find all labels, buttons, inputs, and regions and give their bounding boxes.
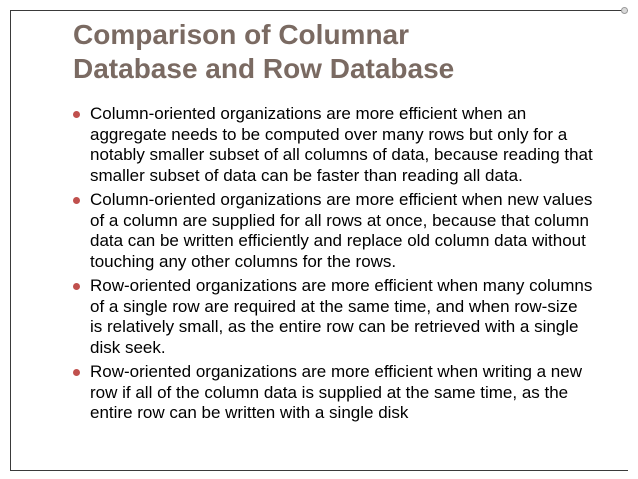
bullet-text: Column-oriented organizations are more efficient when new values of a column are supplied for all rows at once, because that column data can be written efficiently and replace old column data without touching any other columns for the rows.	[90, 190, 593, 271]
frame-left-line	[10, 10, 11, 471]
bullet-text: Row-oriented organizations are more efficient when many columns of a single row are required at the same time, and when row-size is relatively small, as the entire row can be retrieved with a single disk seek.	[90, 276, 593, 357]
frame-top-line	[10, 10, 628, 11]
bullet-item	[73, 190, 593, 272]
corner-dot-icon	[621, 7, 628, 14]
bullet-text: Row-oriented organizations are more efficient when writing a new row if all of the column data is supplied at the same time, as the entire row can be written with a single disk	[90, 362, 582, 422]
frame-bottom-line	[10, 470, 628, 471]
bullet-text: Column-oriented organizations are more efficient when an aggregate needs to be computed over many rows but only for a notably smaller subset of all columns of data, because reading that smaller subset of data can be faster than reading all data.	[90, 104, 593, 185]
bullet-dot-icon	[73, 197, 80, 204]
bullet-item	[73, 104, 593, 186]
bullet-item	[73, 276, 593, 358]
bullet-dot-icon	[73, 283, 80, 290]
bullet-dot-icon	[73, 369, 80, 376]
bullet-item	[73, 362, 593, 424]
bullet-list	[73, 104, 593, 428]
bullet-dot-icon	[73, 111, 80, 118]
slide-title: Comparison of Columnar Database and Row Database	[73, 19, 455, 84]
